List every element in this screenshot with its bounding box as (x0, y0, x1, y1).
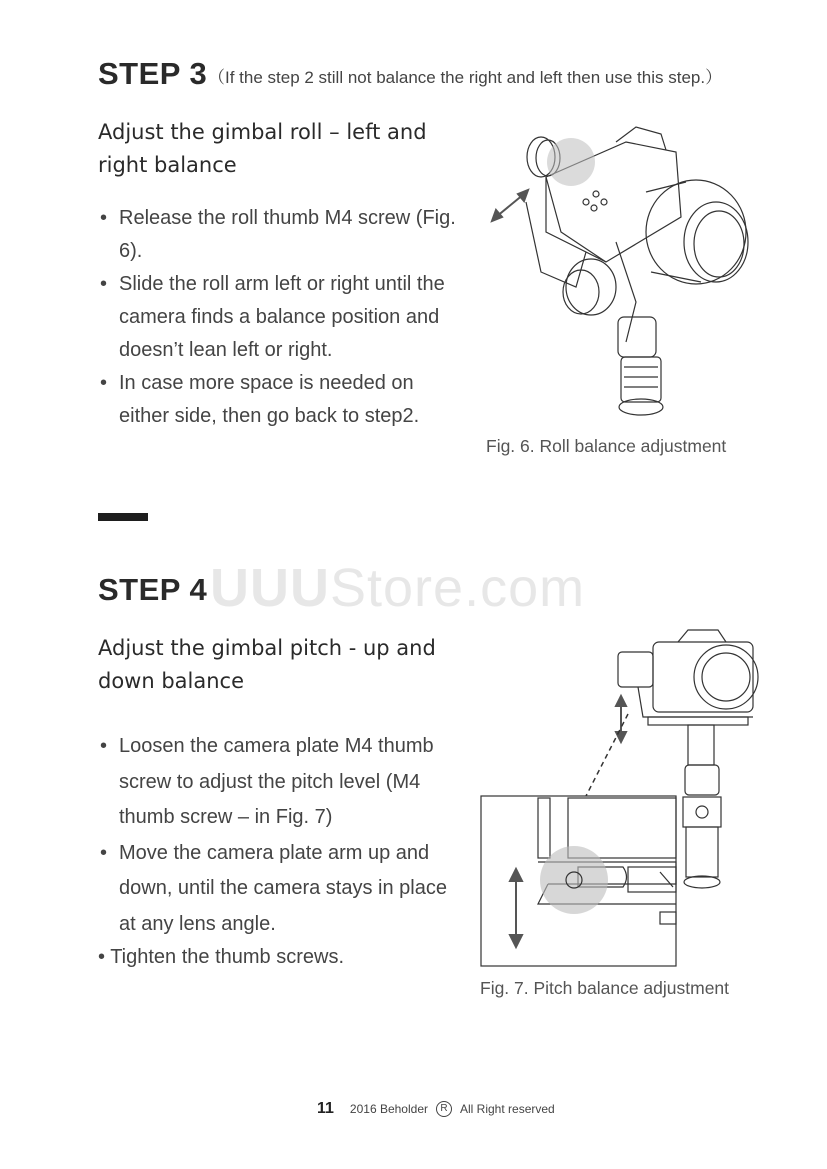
bullet-dot: • (100, 372, 108, 394)
registered-icon: R (436, 1101, 452, 1117)
step3-title: STEP 3 (98, 56, 208, 91)
watermark-domain: Store.com (330, 558, 586, 618)
list-item (100, 367, 460, 433)
step3-bullet-list (100, 202, 460, 433)
fig6-caption: Fig. 6. Roll balance adjustment (486, 436, 727, 456)
step4-heading: Adjust the gimbal pitch - up and down balance (98, 636, 436, 693)
section-divider (98, 513, 148, 521)
list-item (100, 729, 460, 836)
copyright-year: 2016 Beholder (349, 1102, 428, 1116)
step4-bullet-list (100, 729, 460, 942)
step4-last-line: • Tighten the thumb screws. (98, 946, 345, 968)
copyright-rights: All Right reserved (460, 1102, 555, 1116)
bullet-dot: • (100, 273, 108, 295)
step3-heading: Adjust the gimbal roll – left and right balance (98, 120, 427, 177)
bullet-text: Release the roll thumb M4 screw (Fig. 6). (119, 207, 456, 262)
fig7-caption: Fig. 7. Pitch balance adjustment (480, 978, 730, 998)
step4-title: STEP 4 (98, 572, 208, 607)
bullet-text: Loosen the camera plate M4 thumb screw to adjust the pitch level (M4 thumb screw – in Fig. 7) (119, 735, 434, 828)
page-footer (317, 1100, 555, 1118)
step3-note: （If the step 2 still not balance the right and left then use this step.） (208, 68, 723, 87)
bullet-dot: • (100, 735, 108, 757)
bullet-text: Move the camera plate arm up and down, until the camera stays in place at any lens angle. (119, 841, 447, 935)
page-number: 11 (317, 1100, 334, 1117)
list-item (100, 268, 460, 367)
watermark-brand: UUU (210, 558, 330, 618)
bullet-text: Slide the roll arm left or right until the camera finds a balance position and doesn’t lean left or right. (119, 273, 445, 361)
bullet-text: In case more space is needed on either side, then go back to step2. (119, 372, 420, 427)
bullet-dot: • (100, 207, 108, 229)
fig6-gimbal-illustration (486, 122, 756, 422)
list-item (100, 202, 460, 268)
fig7-gimbal-illustration (478, 622, 768, 972)
bullet-dot: • (100, 841, 108, 864)
list-item (100, 836, 460, 943)
watermark (210, 557, 585, 619)
